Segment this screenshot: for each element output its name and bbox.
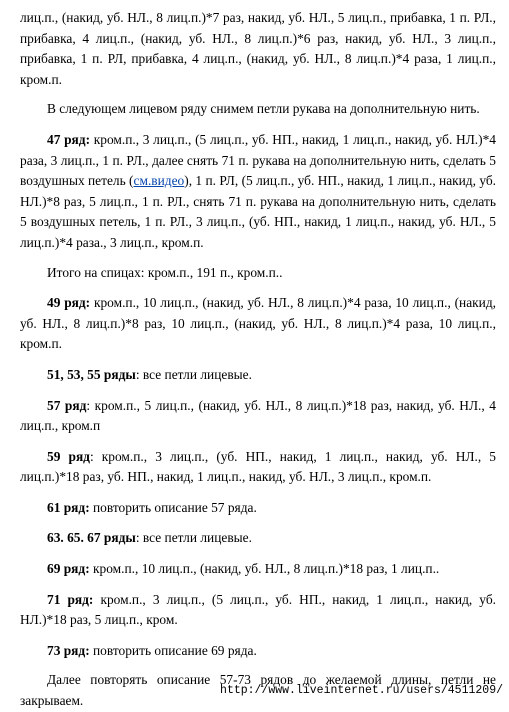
row-label: 73 ряд: xyxy=(47,642,90,658)
paragraph-total: Итого на спицах: кром.п., 191 п., кром.п.. xyxy=(47,264,283,280)
paragraph-row-61 xyxy=(20,498,496,519)
row-text: ), 1 п. РЛ, (5 лиц.п., уб. НП., накид, 1 лиц.п., накид, уб. НЛ.)*8 раз, 5 лиц.п., 1 п. РЛ., снять 71 п. рукава на дополнительную нить, сделать 5 воздушных петель, 1 п. РЛ., 3 лиц.п., (уб. НП., накид, 1 лиц.п., накид, уб. НЛ., 5 лиц.п.)*4 раза., 3 лиц.п., кром.п. xyxy=(20,173,497,250)
paragraph-closing: Далее повторять описание 57-73 рядов до желаемой длины, петли не закрываем. xyxy=(20,672,496,709)
row-label: 61 ряд: xyxy=(47,499,90,515)
row-text: : кром.п., 3 лиц.п., (уб. НП., накид, 1 лиц.п., накид, уб. НЛ., 5 лиц.п.)*18 раз, уб. НП., накид, 1 лиц.п., накид, уб. НЛ., 3 лиц.п., кром.п. xyxy=(20,448,496,485)
row-label: 63. 65. 67 ряды xyxy=(47,530,136,546)
paragraph-row-71 xyxy=(20,590,496,631)
row-text: : все петли лицевые. xyxy=(135,530,252,546)
row-label: 47 ряд: xyxy=(47,131,91,147)
video-link[interactable]: см.видео xyxy=(133,173,185,189)
paragraph-row-47 xyxy=(20,130,496,254)
row-label: 69 ряд: xyxy=(47,561,90,577)
paragraph-rows-63-67 xyxy=(20,528,496,549)
paragraph-sleeve-note: В следующем лицевом ряду снимем петли рукава на дополнительную нить. xyxy=(47,101,480,117)
row-text: кром.п., 3 лиц.п., (5 лиц.п., уб. НП., накид, 1 лиц.п., накид, уб. НЛ.)*4 раза, 3 лиц.п., 1 п. РЛ., далее снять 71 п. рукава на дополнительную нить, сделать 5 воздушных петель ( xyxy=(20,131,496,189)
paragraph-rows-51-55 xyxy=(20,365,496,386)
paragraph-row-69 xyxy=(20,559,496,580)
row-text: : кром.п., 5 лиц.п., (накид, уб. НЛ., 8 лиц.п.)*18 раз, накид, уб. НЛ., 4 лиц.п., кром.п xyxy=(20,397,496,434)
row-text: кром.п., 10 лиц.п., (накид, уб. НЛ., 8 лиц.п.)*18 раз, 1 лиц.п.. xyxy=(89,561,440,577)
row-text: : все петли лицевые. xyxy=(135,366,252,382)
row-label: 59 ряд xyxy=(47,448,90,464)
row-text: повторить описание 57 ряда. xyxy=(89,499,257,515)
row-label: 51, 53, 55 ряды xyxy=(47,366,136,382)
row-label: 71 ряд: xyxy=(47,591,94,607)
source-watermark: http://www.liveinternet.ru/users/4511209/ xyxy=(220,684,503,697)
paragraph-row-continuation: лиц.п., (накид, уб. НЛ., 8 лиц.п.)*7 раз, накид, уб. НЛ., 5 лиц.п., прибавка, 1 п. РЛ., прибавка, 4 лиц.п., (накид, уб. НЛ., 8 лиц.п.)*6 раз, накид, уб. НЛ., 3 лиц.п., прибавка, 1 п. РЛ, прибавка, 4 лиц.п., (накид, уб. НЛ., 8 лиц.п.)*4 раза, 1 лиц.п., кром.п. xyxy=(20,10,496,87)
paragraph-row-59 xyxy=(20,447,496,488)
row-label: 57 ряд xyxy=(47,397,87,413)
row-text: кром.п., 3 лиц.п., (5 лиц.п., уб. НП., накид, 1 лиц.п., накид, уб. НЛ.)*18 раз, 5 лиц.п., кром. xyxy=(20,591,496,628)
paragraph-row-49 xyxy=(20,293,496,355)
document-page xyxy=(20,8,496,712)
row-text: кром.п., 10 лиц.п., (накид, уб. НЛ., 8 лиц.п.)*4 раза, 10 лиц.п., (накид, уб. НЛ., 8 лиц.п.)*8 раз, 10 лиц.п., (накид, уб. НЛ., 8 лиц.п.)*4 раза, 10 лиц.п., кром.п. xyxy=(20,295,497,352)
paragraph-row-57 xyxy=(20,396,496,437)
row-text: повторить описание 69 ряда. xyxy=(89,642,257,658)
row-label: 49 ряд: xyxy=(47,295,91,311)
paragraph-row-73 xyxy=(20,641,496,662)
